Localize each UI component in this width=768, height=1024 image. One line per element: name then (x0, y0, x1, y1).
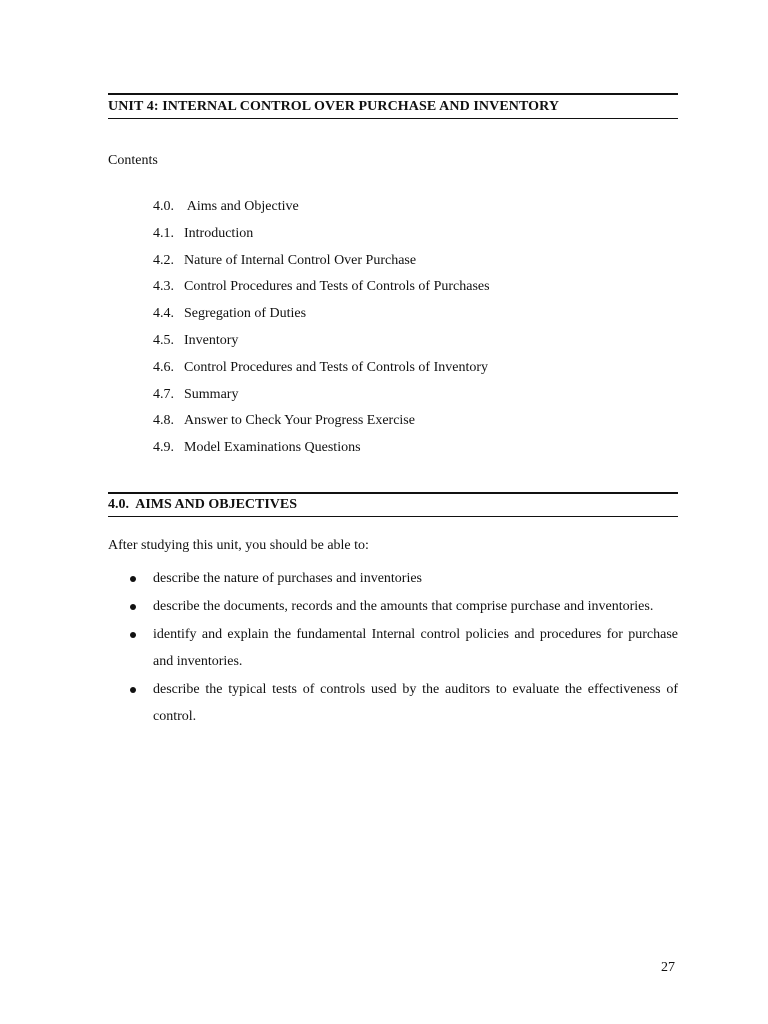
objective-text: describe the nature of purchases and inventories (153, 571, 423, 586)
contents-label: Contents (108, 153, 158, 168)
toc-item (153, 252, 490, 279)
intro-text: After studying this unit, you should be able to: (108, 538, 369, 553)
toc-item (153, 412, 490, 439)
bullet-icon (130, 604, 136, 610)
bullet-icon (130, 632, 136, 638)
toc-title: Summary (184, 386, 239, 402)
toc-title: Segregation of Duties (184, 306, 307, 322)
toc-number: 4.6. (153, 359, 174, 375)
toc-item (153, 359, 490, 386)
page-number: 27 (661, 960, 675, 975)
objectives-list (108, 565, 678, 731)
table-of-contents (153, 198, 490, 466)
toc-number: 4.3. (153, 279, 174, 295)
toc-item (153, 332, 490, 359)
toc-title: Answer to Check Your Progress Exercise (184, 413, 415, 429)
toc-number: 4.5. (153, 332, 174, 348)
toc-title: Model Examinations Questions (184, 440, 361, 456)
toc-title: Inventory (184, 332, 239, 348)
toc-number: 4.4. (153, 306, 174, 322)
unit-title: UNIT 4: INTERNAL CONTROL OVER PURCHASE AND INVENTORY (108, 93, 678, 119)
toc-number: 4.0. (153, 199, 174, 214)
objective-text: identify and explain the fundamental Internal control policies and procedures for purchase and inventories. (153, 627, 678, 669)
objective-text: describe the documents, records and the amounts that comprise purchase and inventories. (153, 599, 654, 614)
bullet-icon (130, 687, 136, 693)
objective-item (108, 621, 678, 675)
toc-number: 4.1. (153, 225, 174, 241)
toc-title: Control Procedures and Tests of Controls of Purchases (184, 279, 490, 295)
toc-title: Aims and Objective (184, 199, 299, 214)
toc-title: Control Procedures and Tests of Controls of Inventory (184, 359, 488, 375)
toc-number: 4.8. (153, 413, 174, 429)
bullet-icon (130, 576, 136, 582)
toc-number: 4.9. (153, 440, 174, 456)
objective-item (108, 565, 678, 592)
toc-number: 4.2. (153, 252, 174, 268)
toc-item (153, 305, 490, 332)
objective-item (108, 676, 678, 730)
toc-item (153, 439, 490, 466)
objective-text: describe the typical tests of controls used by the auditors to evaluate the effectiveness of control. (153, 682, 678, 724)
toc-number: 4.7. (153, 386, 174, 402)
toc-title: Introduction (184, 225, 254, 241)
section-title: 4.0. AIMS AND OBJECTIVES (108, 492, 678, 517)
toc-item (153, 225, 490, 252)
toc-title: Nature of Internal Control Over Purchase (184, 252, 417, 268)
toc-item (153, 198, 490, 225)
toc-item (153, 386, 490, 413)
toc-item (153, 278, 490, 305)
objective-item (108, 593, 678, 620)
